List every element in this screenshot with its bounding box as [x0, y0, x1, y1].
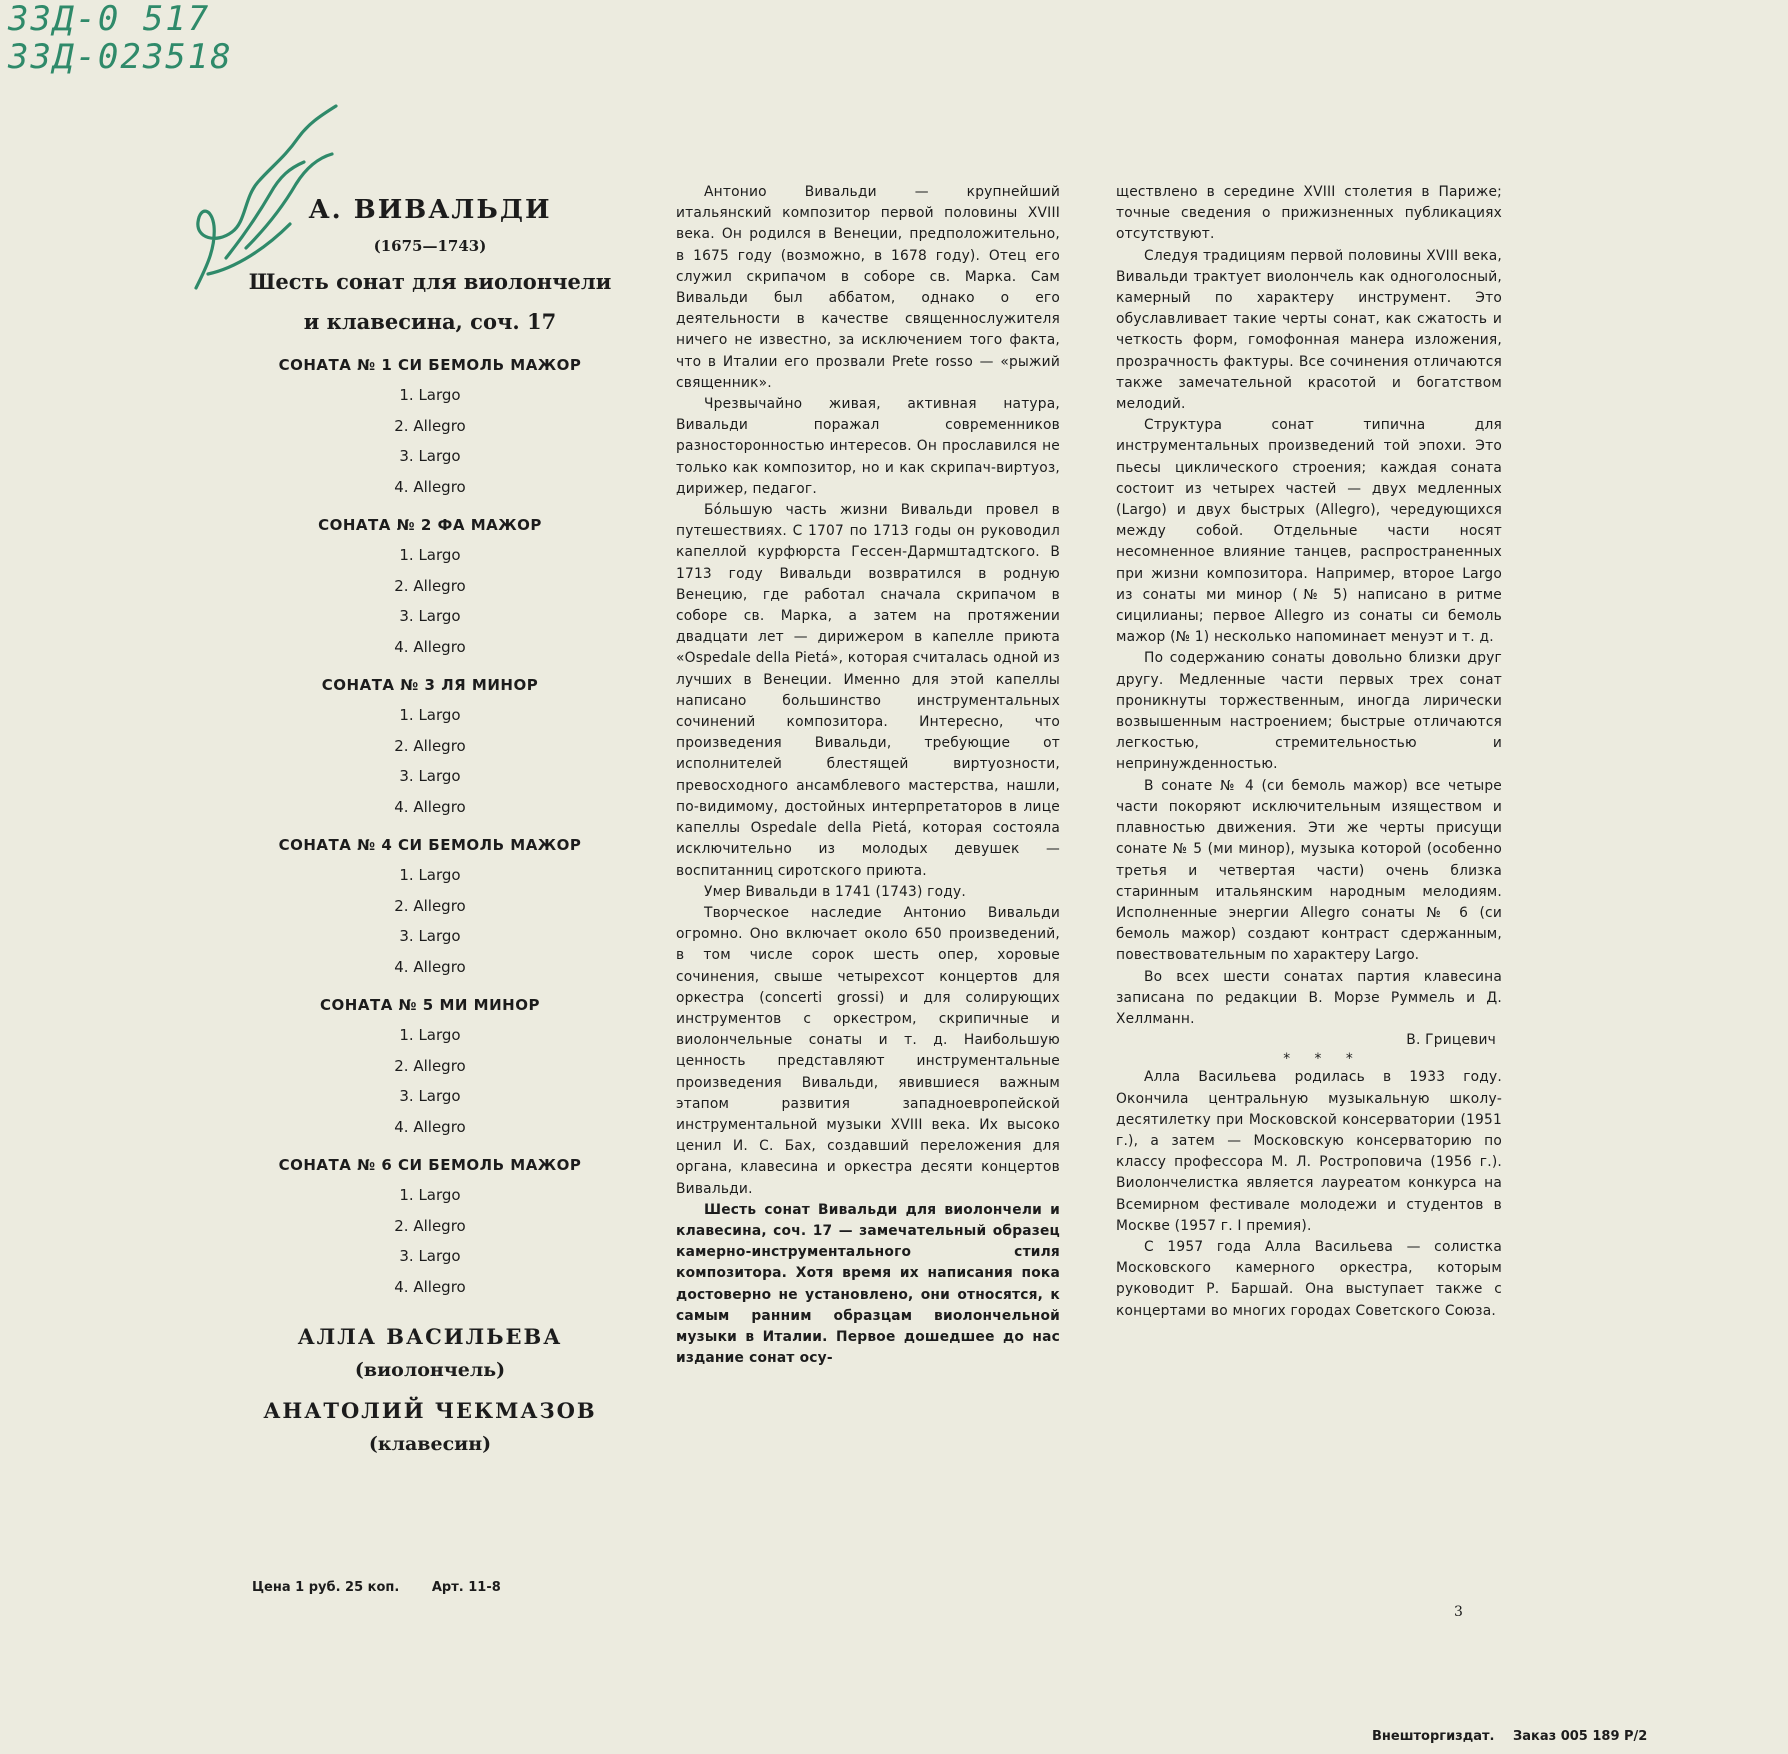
essay-paragraph: Антонио Вивальди — крупнейший итальянский композитор первой половины XVIII века. Он родился в Венеции, предположительно, в 1675 году (возможно, в 1678 году). Отец его служил скрипачом в соборе св. Марка. Сам Вивальди был аббатом, однако о его деятельности в качестве священнослужителя ничего не известно, за исключением того факта, что в Италии его прозвали Prete rosso — «рыжий священник». — [676, 184, 1060, 391]
performer-instrument: (клавесин) — [368, 1433, 492, 1455]
handwritten-code-1: 33Д-0 517 — [8, 0, 211, 39]
essay-paragraph: Чрезвычайно живая, активная натура, Вивальди поражал современников разносторонностью интересов. Он прославился не только как композитор, но и как скрипач-виртуоз, дирижер, педагог. — [676, 396, 1060, 497]
movement: 3. Largo — [399, 447, 461, 465]
movement: 2. Allegro — [394, 1216, 466, 1235]
sonata-6 — [220, 1150, 640, 1302]
essay-paragraph: Бóльшую часть жизни Вивальди провел в путешествиях. С 1707 по 1713 годы он руководил капеллой курфюрста Гессен-Дармштадтского. В 1713 году Вивальди возвратился в родную Венецию, где работал сначала скрипачом в соборе св. Марка, а затем на протяжении двадцати лет — дирижером в капелле приюта «Ospedale della Pietá», которая считалась одной из лучших в Венеции. Именно для этой капеллы написано большинство инструментальных сочинений композитора. Интересно, что произведения Вивальди, требующие от исполнителей блестящей виртуозности, превосходного ансамблевого мастерства, нашли, по-видимому, достойных интерпретаторов в лице капеллы Ospedale della Pietá, которая состояла исключительно из молодых девушек — воспитанниц сиротского приюта. — [676, 502, 1060, 879]
price-line — [252, 1580, 529, 1595]
work-title-line-2: и клавесина, соч. 17 — [303, 309, 557, 334]
essay-paragraph: Во всех шести сонатах партия клавесина записана по редакции В. Морзе Руммель и Д. Хеллманн. — [1116, 968, 1502, 1027]
movement: 1. Largo — [399, 706, 461, 724]
bio-paragraph: С 1957 года Алла Васильева — солистка Московского камерного оркестра, которым руководит Р. Баршай. Она выступает также с концертами во многих городах Советского Союза. — [1116, 1238, 1502, 1319]
sonata-1 — [220, 350, 640, 502]
movement: 1. Largo — [399, 1026, 461, 1044]
movement: 4. Allegro — [394, 637, 466, 656]
movement: 2. Allegro — [394, 896, 466, 915]
essay-middle-column — [676, 182, 1060, 1369]
sonata-3 — [220, 670, 640, 822]
performer-instrument: (виолончель) — [354, 1359, 506, 1381]
printer-imprint — [1372, 1729, 1661, 1744]
essay-paragraph: По содержанию сонаты довольно близки друг другу. Медленные части первых трех сонат проникнуты торжественным, иногда лирически возвышенным настроением; быстрые отличаются легкостью, стремительностью и непринужденностью. — [1116, 650, 1502, 773]
sonata-heading: СОНАТА № 6 СИ БЕМОЛЬ МАЖОР — [278, 1156, 582, 1174]
essay-paragraph: В сонате № 4 (си бемоль мажор) все четыре части покоряют исключительным изяществом и плавностью движения. Эти же черты присущи сонате № 5 (ми минор), музыка которой (особенно третья и четвертая части) очень близка старинным итальянским народным мелодиям. Исполненные энергии Allegro сонаты № 6 (си бемоль мажор) создают контраст сдержанным, повествовательным по характеру Largo. — [1116, 777, 1502, 964]
movement: 4. Allegro — [394, 797, 466, 816]
movement: 2. Allegro — [394, 1056, 466, 1075]
page-number: 3 — [1454, 1604, 1463, 1620]
essay-paragraph: Следуя традициям первой половины XVIII века, Вивальди трактует виолончель как одноголосный, камерный по характеру инструмент. Это обуславливает такие черты сонат, как сжатость и четкость форм, гомофонная манера изложения, прозрачность фактуры. Все сочинения отличаются также замечательной красотой и богатством мелодий. — [1116, 247, 1502, 413]
movement: 3. Largo — [399, 927, 461, 945]
printer-name: Внешторгиздат. — [1372, 1729, 1495, 1744]
handwritten-code-2: 33Д-023518 — [8, 37, 233, 77]
author-signature: В. Грицевич — [1406, 1032, 1496, 1049]
program-column — [220, 190, 640, 1460]
composer-years: (1675—1743) — [373, 237, 487, 255]
sonata-heading: СОНАТА № 5 МИ МИНОР — [320, 996, 540, 1014]
essay-right-column — [1116, 182, 1502, 1322]
movement: 3. Largo — [399, 1247, 461, 1265]
sonata-5 — [220, 990, 640, 1142]
composer-name: А. ВИВАЛЬДИ — [308, 195, 552, 225]
movement: 1. Largo — [399, 866, 461, 884]
work-title-line-1: Шесть сонат для виолончели — [248, 269, 612, 294]
order-number: Заказ 005 189 Р/2 — [1513, 1729, 1648, 1744]
movement: 3. Largo — [399, 767, 461, 785]
movement: 1. Largo — [399, 1186, 461, 1204]
essay-paragraph: Шесть сонат Вивальди для виолончели и клавесина, соч. 17 — замечательный образец камерно-инструментального стиля композитора. Хотя время их написания пока достоверно не установлено, они относятся, к самым ранним образцам виолончельной музыки в Италии. Первое дошедшее до нас издание сонат осу- — [676, 1201, 1060, 1367]
movement: 2. Allegro — [394, 736, 466, 755]
price-label: Цена 1 руб. 25 коп. — [252, 1580, 400, 1595]
performer-name: АНАТОЛИЙ ЧЕКМАЗОВ — [263, 1398, 597, 1423]
movement: 2. Allegro — [394, 576, 466, 595]
movement: 1. Largo — [399, 546, 461, 564]
essay-paragraph: Структура сонат типична для инструментальных произведений той эпохи. Это пьесы циклического строения; каждая соната состоит из четырех частей — двух медленных (Largo) и двух быстрых (Allegro), чередующихся между собой. Отдельные части носят несомненное влияние танцев, распространенных при жизни композитора. Например, второе Largo из сонаты ми минор (№ 5) написано в ритме сицилианы; первое Allegro из сонаты си бемоль мажор (№ 1) несколько напоминает менуэт и т. д. — [1116, 417, 1502, 646]
sonata-heading: СОНАТА № 2 ФА МАЖОР — [318, 516, 542, 534]
article-number: Арт. 11-8 — [431, 1580, 501, 1595]
sonata-heading: СОНАТА № 4 СИ БЕМОЛЬ МАЖОР — [278, 836, 582, 854]
essay-paragraph: Творческое наследие Антонио Вивальди огромно. Оно включает около 650 произведений, в том числе сорок шесть опер, хоровые сочинения, свыше четырехсот концертов для оркестра (concerti grossi) и для солирующих инструментов с оркестром, скрипичные и виолончельные сонаты и т. д. Наибольшую ценность представляют инструментальные произведения Вивальди, явившиеся важным этапом развития западноевропейской инструментальной музыки XVIII века. Их высоко ценил И. С. Бах, создавший переложения для органа, клавесина и оркестра десяти концертов Вивальди. — [676, 904, 1060, 1197]
movement: 4. Allegro — [394, 477, 466, 496]
section-separator: * * * — [1283, 1051, 1363, 1068]
essay-paragraph: Умер Вивальди в 1741 (1743) году. — [704, 883, 966, 900]
movement: 4. Allegro — [394, 957, 466, 976]
movement: 4. Allegro — [394, 1117, 466, 1136]
essay-paragraph: ществлено в середине XVIII столетия в Париже; точные сведения о прижизненных публикациях отсутствуют. — [1116, 184, 1502, 243]
performer-2 — [220, 1394, 640, 1460]
sonata-4 — [220, 830, 640, 982]
bio-paragraph: Алла Васильева родилась в 1933 году. Окончила центральную музыкальную школу-десятилетку при Московской консерватории (1951 г.), а затем — Московскую консерваторию по классу профессора М. Л. Ростроповича (1956 г.). Виолончелистка является лауреатом конкурса на Всемирном фестивале молодежи и студентов в Москве (1957 г. I премия). — [1116, 1069, 1502, 1234]
sonata-2 — [220, 510, 640, 662]
sonata-heading: СОНАТА № 1 СИ БЕМОЛЬ МАЖОР — [278, 356, 582, 374]
performer-1 — [220, 1320, 640, 1386]
movement: 2. Allegro — [394, 416, 466, 435]
sonata-heading: СОНАТА № 3 ЛЯ МИНОР — [321, 676, 539, 694]
movement: 3. Largo — [399, 607, 461, 625]
movement: 3. Largo — [399, 1087, 461, 1105]
movement: 4. Allegro — [394, 1277, 466, 1296]
movement: 1. Largo — [399, 386, 461, 404]
performer-name: АЛЛА ВАСИЛЬЕВА — [297, 1324, 563, 1349]
